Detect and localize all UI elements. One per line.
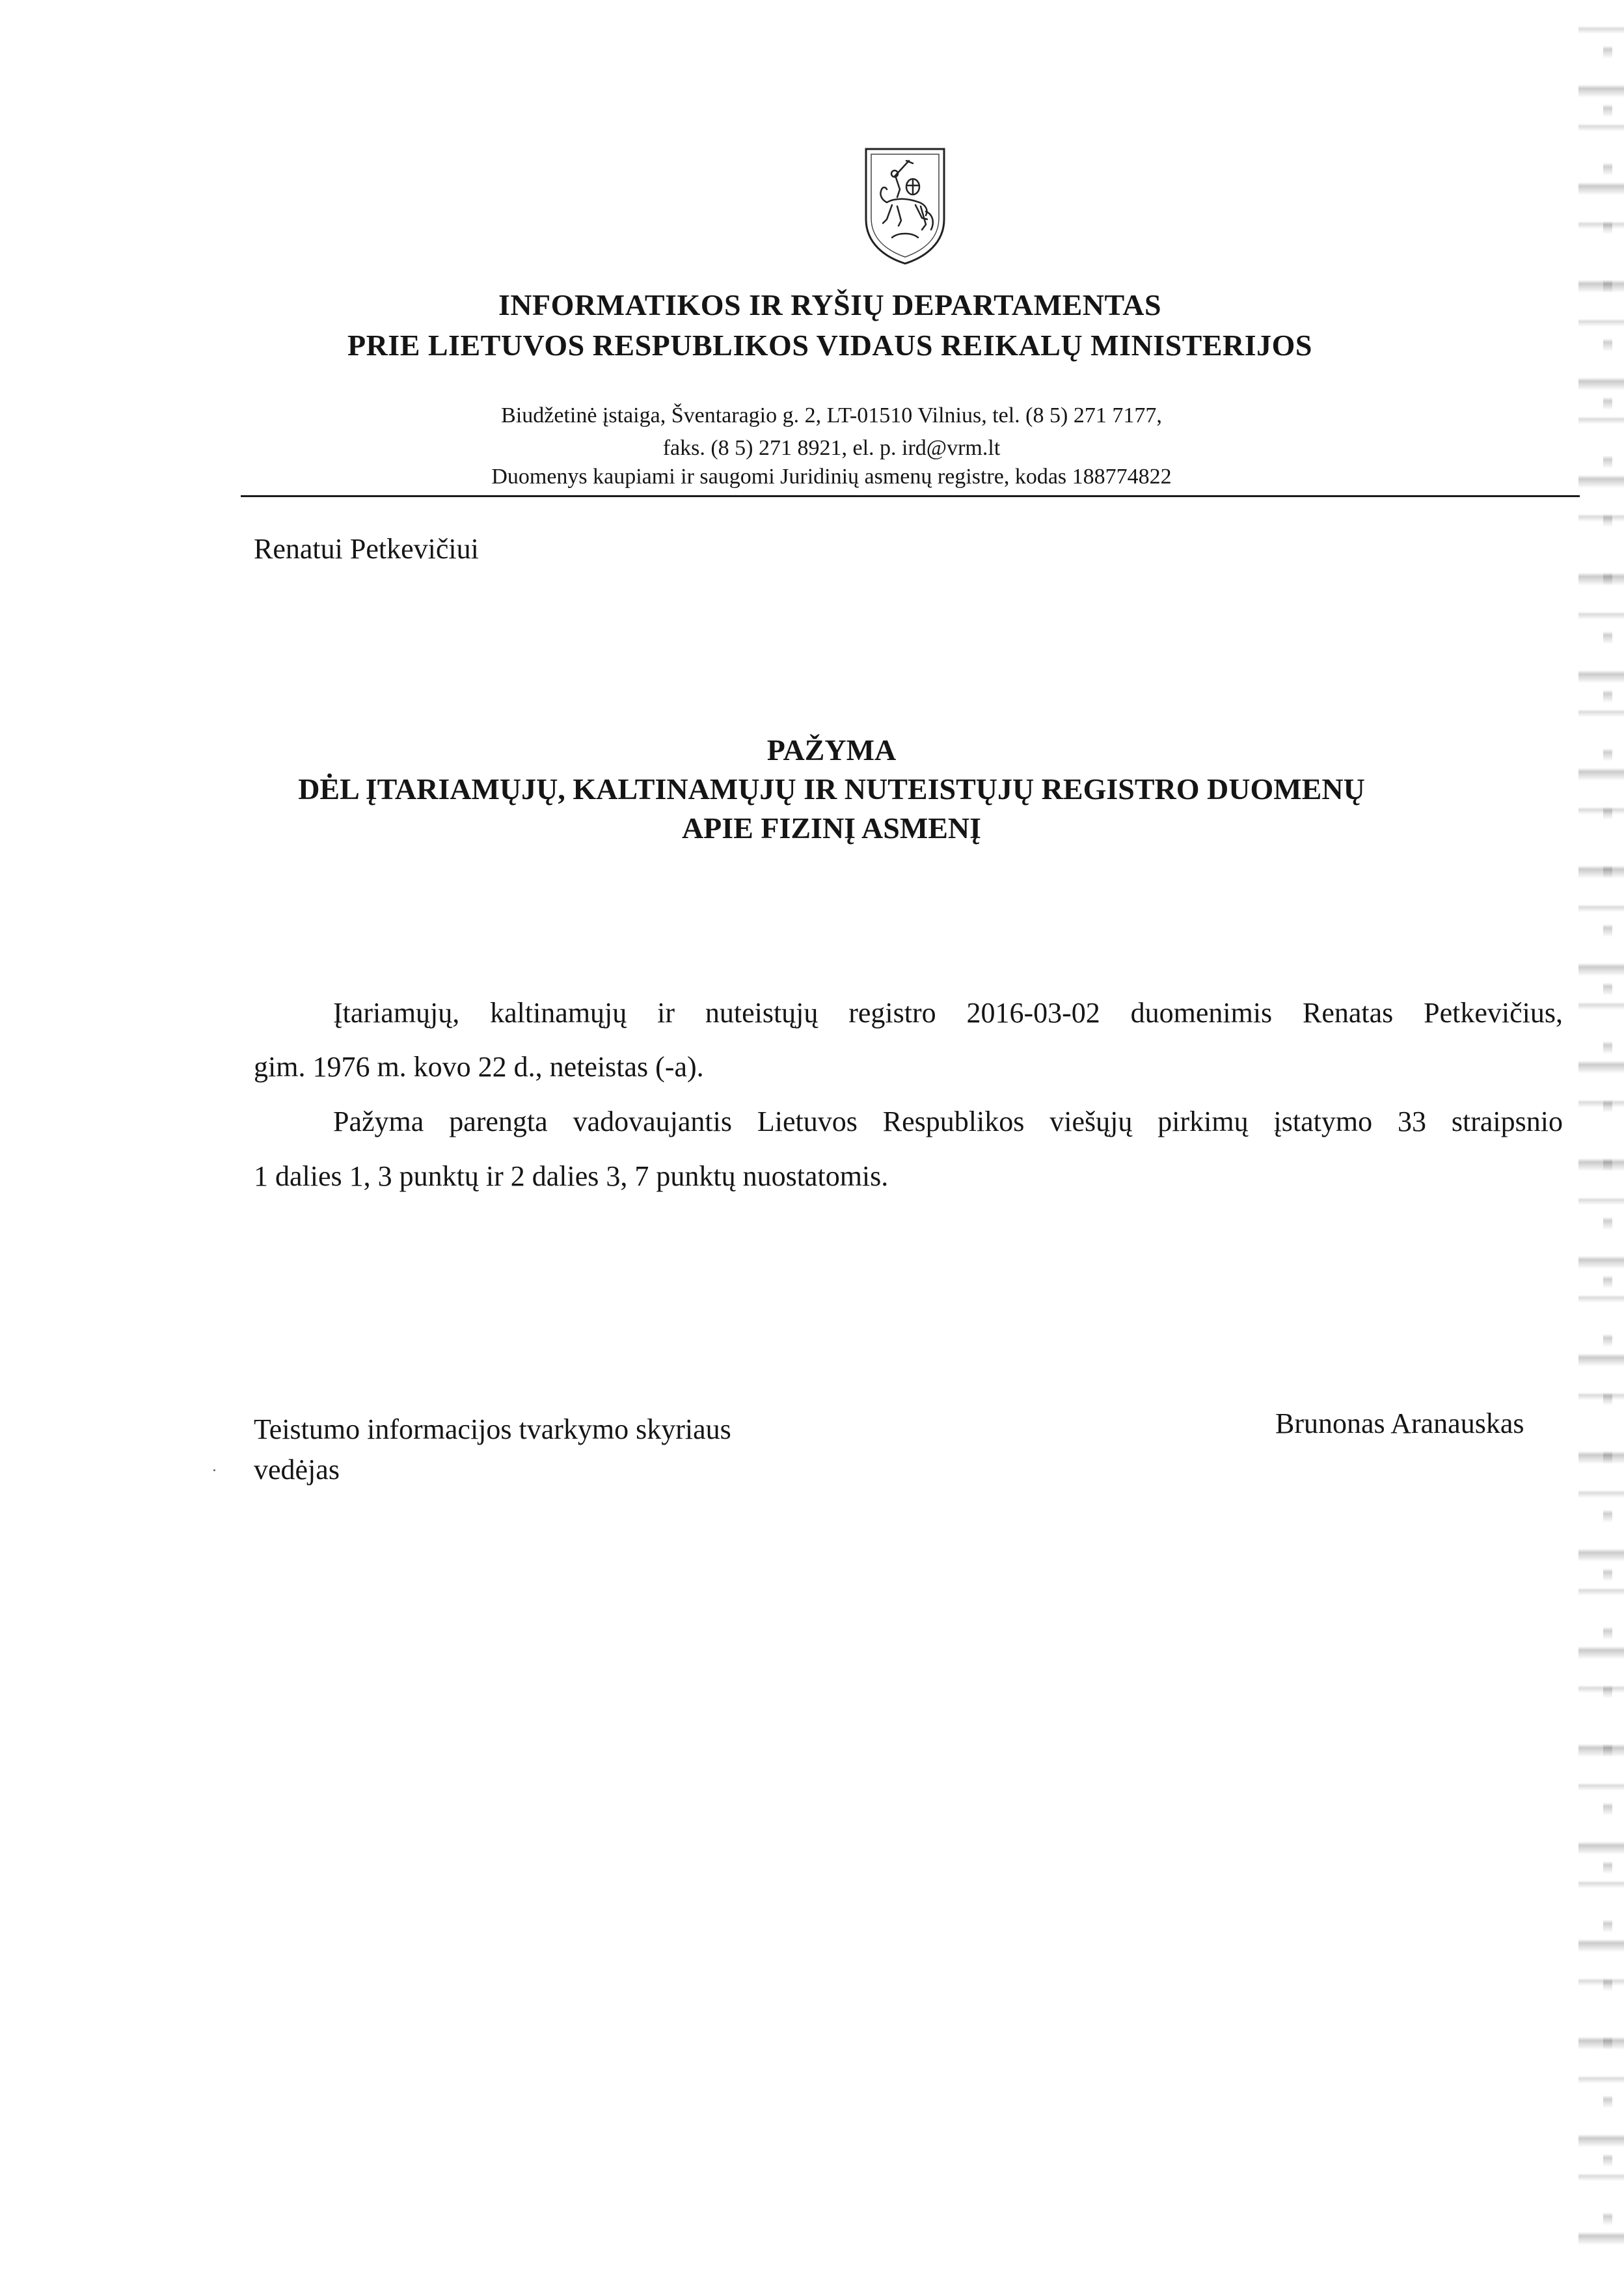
contact-address: Biudžetinė įstaiga, Šventaragio g. 2, LT-01510 Vilnius, tel. (8 5) 271 7177, — [501, 403, 1162, 428]
registry-info: Duomenys kaupiami ir saugomi Juridinių asmenų registre, kodas 188774822 — [491, 465, 1172, 489]
paragraph-2-line-2: 1 dalies 1, 3 punktų ir 2 dalies 3, 7 punktų nuostatomis. — [254, 1160, 889, 1192]
signatory-position-line1: Teistumo informacijos tvarkymo skyriaus — [254, 1413, 731, 1445]
scan-speck — [213, 1469, 215, 1471]
document-subtitle-line1: DĖL ĮTARIAMŲJŲ, KALTINAMŲJŲ IR NUTEISTŲJŲ REGISTRO DUOMENŲ — [298, 772, 1365, 806]
paragraph-1-line-1: Įtariamųjų, kaltinamųjų ir nuteistųjų registro 2016-03-02 duomenimis Renatas Petkevičius, — [333, 997, 1563, 1029]
paragraph-1-line-2: gim. 1976 m. kovo 22 d., neteistas (-a). — [254, 1051, 704, 1083]
header-divider — [241, 495, 1580, 497]
organization-name-line2: PRIE LIETUVOS RESPUBLIKOS VIDAUS REIKALŲ MINISTERIJOS — [347, 329, 1313, 362]
organization-name-line1: INFORMATIKOS IR RYŠIŲ DEPARTAMENTAS — [498, 288, 1162, 321]
document-subtitle-line2: APIE FIZINĮ ASMENĮ — [681, 811, 982, 845]
recipient-name: Renatui Petkevičiui — [254, 533, 479, 565]
signatory-position-line2: vedėjas — [254, 1454, 340, 1486]
signatory-name: Brunonas Aranauskas — [1275, 1407, 1524, 1439]
contact-fax-email: faks. (8 5) 271 8921, el. p. ird@vrm.lt — [662, 436, 1001, 460]
lithuanian-coat-of-arms-vytis-icon — [863, 146, 947, 266]
signatory-position — [254, 1409, 731, 1490]
document-title: PAŽYMA — [766, 733, 897, 767]
paragraph-2-line-1: Pažyma parengta vadovaujantis Lietuvos Respublikos viešųjų pirkimų įstatymo 33 straipsnio — [333, 1106, 1563, 1137]
